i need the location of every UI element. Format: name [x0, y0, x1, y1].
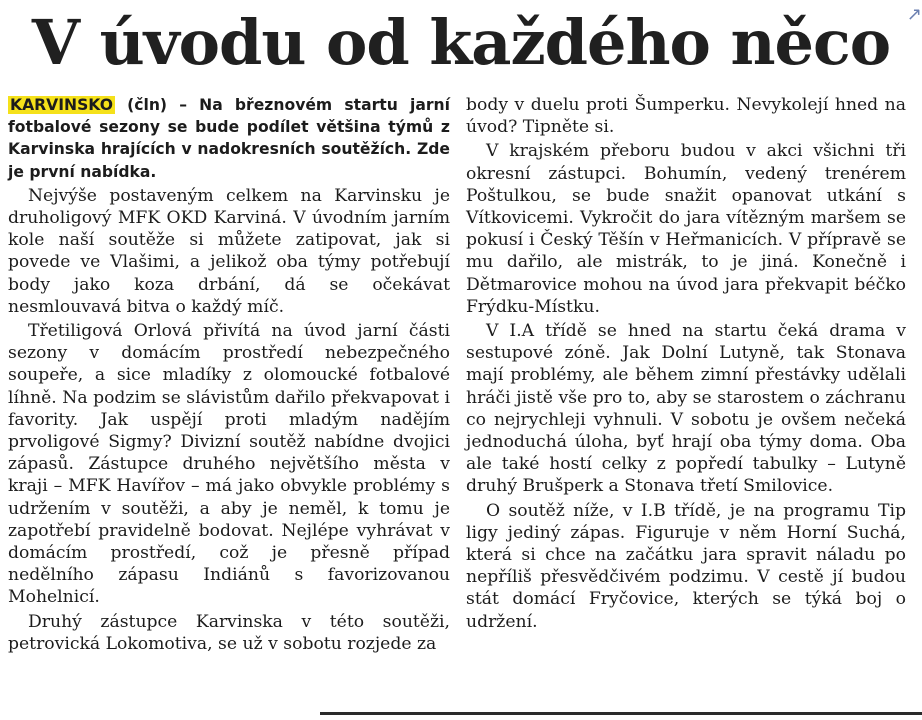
article-lead: KARVINSKO (čln) – Na březnovém startu jarní fotbalové sezony se bude podílet většina týmů z Karvinska hrajících v nadokresních soutěžích. Zde je první nabídka. — [8, 96, 450, 181]
article-column-left — [8, 94, 450, 657]
pen-mark: ↗ — [906, 4, 922, 25]
paragraph-4: V krajském přeboru budou v akci všichni tři okresní zástupci. Bohumín, vedený trenérem Poštulkou, se bude snažit opanovat utkání s Vítkovicemi. Vykročit do jara vítězným maršem se pokusí i Český Těšín v Heřmanicích. V přípravě se mu dařilo, ale mistrák, to je jiná. Konečně i Dětmarovice mohou na úvod jara překvapit béčko Frýdku-Místku. — [466, 141, 906, 317]
bottom-rule — [320, 712, 922, 715]
paragraph-5: V I.A třídě se hned na startu čeká drama v sestupové zóně. Jak Dolní Lutyně, tak Stonava mají problémy, ale během zimní přestávky udělali hráči jistě vše pro to, aby se starostem o záchranu co nejrychleji vyhnuli. V sobotu je ovšem nečeká jednoduchá úloha, byť hrají oba týmy doma. Oba ale také hostí celky z popředí tabulky – Lutyně druhý Brušperk a Stonava třetí Smilovice. — [466, 321, 906, 497]
paragraph-2: Třetiligová Orlová přivítá na úvod jarní části sezony v domácím prostředí nebezpečného soupeře, a sice mladíky z olomoucké fotbalové líhně. Na podzim se slávistům dařilo překvapovat i favority. Jak uspějí proti mladým nadějím prvoligové Sigmy? Divizní soutěž nabídne dvojici zápasů. Zástupce druhého největšího města v kraji – MFK Havířov – má jako obvykle problémy s udržením v soutěži, a aby je neměl, k tomu je zapotřebí pravidelně bodovat. Nejlépe vyhrávat v domácím prostředí, což je přesně případ nedělního zápasu Indiánů s favorizovanou Mohelnicí. — [8, 321, 450, 608]
paragraph-1: Nejvýše postaveným celkem na Karvinsku je druholigový MFK OKD Karviná. V úvodním jarním kole naší soutěže si můžete zatipovat, jak si povede ve Vlašimi, a jelikož oba týmy potřebují body jako koza drbání, dá se očekávat nesmlouvavá bitva o každý míč. — [8, 185, 450, 317]
article-headline: V úvodu od každého něco — [31, 6, 891, 79]
location-tag: KARVINSKO — [10, 96, 113, 114]
paragraph-3: Druhý zástupce Karvinska v této soutěži, petrovická Lokomotiva, se už v sobotu rozjede za — [8, 611, 450, 654]
lead-text: Na březnovém startu jarní fotbalové sezony se bude podílet většina týmů z Karvinska hrajících v nadokresních soutěžích. Zde je první nabídka. — [8, 96, 450, 181]
paragraph-6: O soutěž níže, v I.B třídě, je na programu Tip ligy jediný zápas. Figuruje v něm Horní Suchá, která si chce na začátku jara spravit náladu po nepříliš přesvědčivém podzimu. V cestě jí budou stát domácí Fryčovice, kterých se týká boj o udržení. — [466, 500, 906, 632]
paragraph-3-continued: body v duelu proti Šumperku. Nevykolejí hned na úvod? Tipněte si. — [466, 95, 906, 138]
article-column-right — [466, 94, 906, 635]
source-tag: (čln) — [127, 96, 168, 114]
